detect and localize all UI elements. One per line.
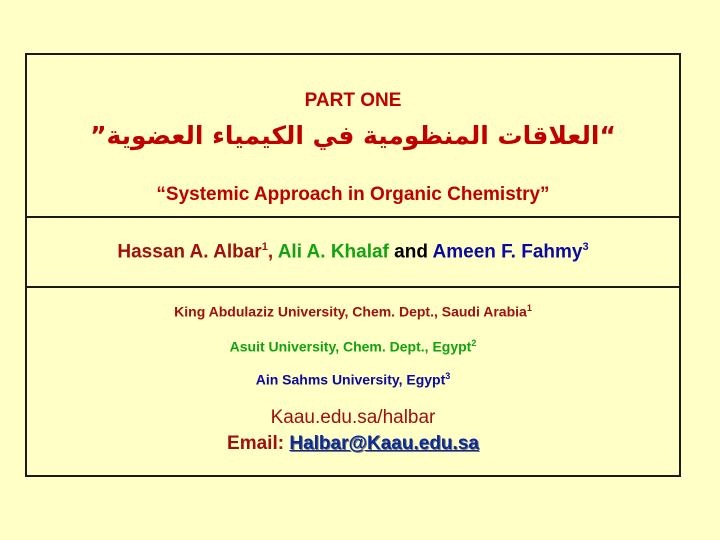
affiliation-2-text: Asuit University, Chem. Dept., Egypt	[229, 338, 472, 355]
email-label: Email:	[227, 433, 285, 454]
website-line: Kaau.edu.sa/halbar	[270, 407, 436, 428]
author-and: and	[394, 241, 428, 263]
email-link[interactable]: Halbar@Kaau.edu.sa	[289, 433, 479, 454]
affiliation-2	[27, 338, 679, 355]
english-title: “Systemic Approach in Organic Chemistry”	[156, 184, 550, 205]
authors-line	[27, 241, 679, 263]
title-section	[27, 55, 679, 218]
arabic-title: “العلاقات المنظومية في الكيمياء العضوية”	[90, 121, 616, 150]
email-line	[27, 433, 679, 455]
affiliation-2-superscript: 2	[471, 338, 477, 348]
affiliation-1-text: King Abdulaziz University, Chem. Dept., Saudi Arabia	[174, 303, 527, 320]
affiliation-1	[27, 303, 679, 320]
author-1-superscript: 1	[261, 241, 268, 253]
author-separator: ,	[267, 241, 274, 263]
author-2-name: Ali A. Khalaf	[277, 241, 389, 263]
part-heading: PART ONE	[304, 90, 402, 111]
affiliations-section	[27, 288, 679, 475]
author-1-name: Hassan A. Albar	[117, 241, 262, 263]
author-3-name: Ameen F. Fahmy	[432, 241, 583, 263]
author-3-superscript: 3	[582, 241, 589, 253]
affiliation-3	[27, 371, 679, 388]
title-slide-frame	[25, 53, 681, 477]
authors-section	[27, 218, 679, 288]
affiliation-3-text: Ain Sahms University, Egypt	[255, 371, 446, 388]
affiliation-1-superscript: 1	[526, 303, 532, 313]
affiliation-3-superscript: 3	[445, 371, 451, 381]
